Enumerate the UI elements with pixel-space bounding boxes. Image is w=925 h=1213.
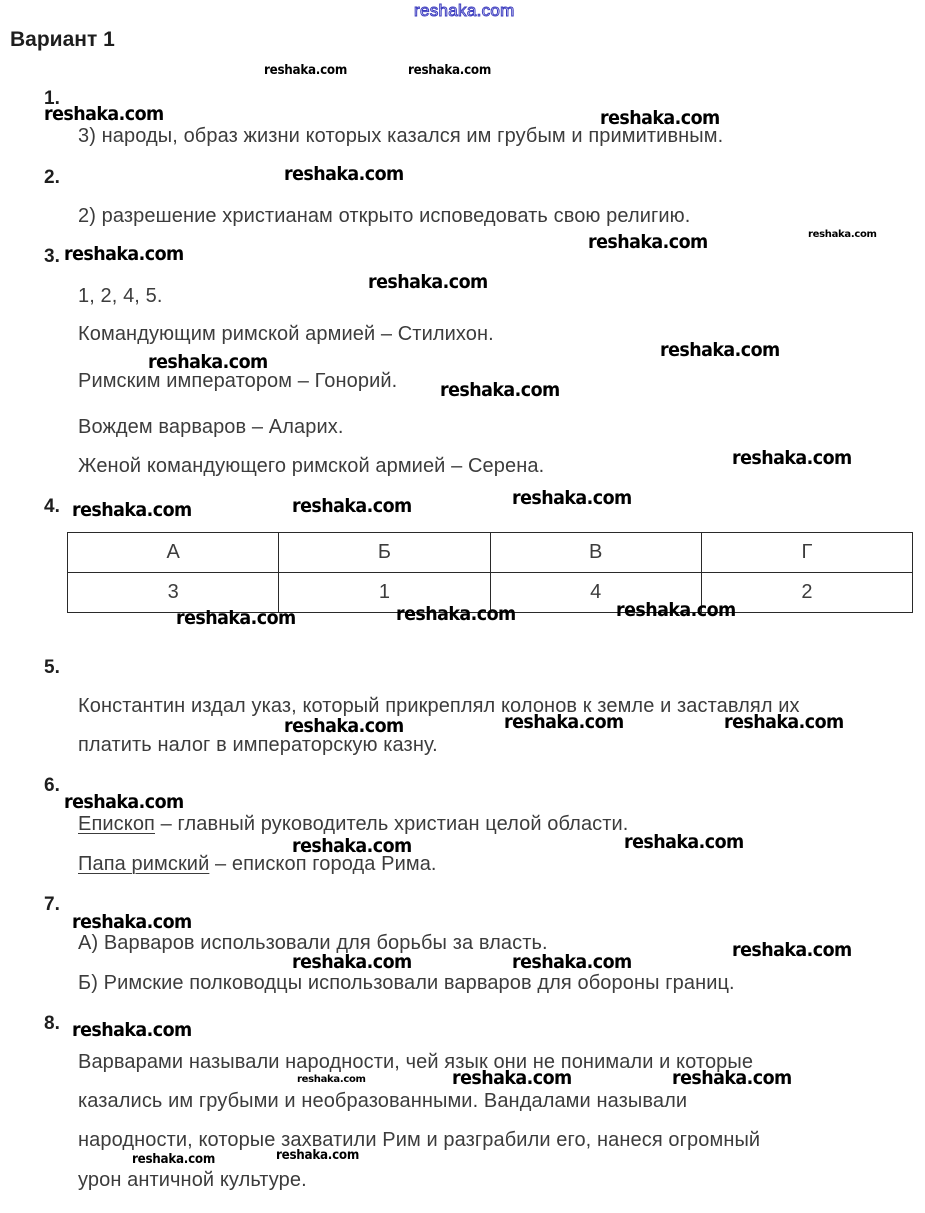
answer-5-line: Константин издал указ, который прикреплял колонов к земле и заставлял их [78,695,800,717]
watermark: reshaka.com [504,711,624,733]
table-cell: 3 [68,573,279,613]
watermark: reshaka.com [408,63,492,78]
watermark: reshaka.com [276,1148,360,1163]
watermark: reshaka.com [292,495,412,517]
watermark: reshaka.com [616,599,736,621]
answer-3-line: Командующим римской армией – Стилихон. [78,323,494,345]
table-cell: А [68,533,279,573]
question-number-7: 7. [44,894,60,915]
table-cell: 1 [279,573,490,613]
answer-3-line: Женой командующего римской армией – Серена. [78,455,545,477]
answer-7-line: А) Варваров использовали для борьбы за власть. [78,932,548,954]
answer-6-item [78,813,628,836]
page-title: Вариант 1 [10,28,115,51]
watermark: reshaka.com [72,911,192,933]
answer-3-line: 1, 2, 4, 5. [78,285,163,307]
answer-7-line: Б) Римские полководцы использовали варваров для обороны границ. [78,972,735,994]
watermark: reshaka.com [600,107,720,129]
watermark: reshaka.com [64,243,184,265]
watermark: reshaka.com [672,1067,792,1089]
question-number-1: 1. [44,88,60,109]
watermark: reshaka.com [452,1067,572,1089]
question-number-3: 3. [44,246,60,267]
watermark: reshaka.com [440,379,560,401]
watermark: reshaka.com [284,715,404,737]
definition: – епископ города Рима. [209,853,437,875]
answer-5-line: платить налог в императорскую казну. [78,734,438,756]
watermark: reshaka.com [512,487,632,509]
watermark: reshaka.com [176,607,296,629]
answer-3-line: Римским императором – Гонорий. [78,370,398,392]
table-cell: 2 [701,573,912,613]
table-cell: Б [279,533,490,573]
definition: – главный руководитель христиан целой области. [154,813,629,835]
answer-8-line: казались им грубыми и необразованными. Вандалами называли [78,1090,688,1112]
question-number-4: 4. [44,496,60,517]
watermark: reshaka.com [732,939,852,961]
table-cell: В [490,533,701,573]
watermark: reshaka.com [292,951,412,973]
answer-8-line: урон античной культуре. [78,1169,307,1191]
watermark: reshaka.com [72,499,192,521]
answer-1: 3) народы, образ жизни которых казался им грубым и примитивным. [78,125,724,147]
watermark: reshaka.com [64,791,184,813]
watermark: reshaka.com [624,831,744,853]
watermark: reshaka.com [588,231,708,253]
site-watermark-top: reshaka.com [414,1,515,20]
watermark: reshaka.com [132,1152,216,1167]
watermark: reshaka.com [292,835,412,857]
table-cell: Г [701,533,912,573]
answer-3-line: Вождем варваров – Аларих. [78,416,344,438]
watermark: reshaka.com [660,339,780,361]
question-number-5: 5. [44,657,60,678]
watermark: reshaka.com [808,229,877,240]
watermark: reshaka.com [297,1074,366,1085]
answer-8-line: Варварами называли народности, чей язык они не понимали и которые [78,1051,754,1073]
watermark: reshaka.com [724,711,844,733]
answer-2: 2) разрешение христианам открыто исповедовать свою религию. [78,205,691,227]
watermark: reshaka.com [512,951,632,973]
answer-8-line: народности, которые захватили Рим и разграбили его, нанеся огромный [78,1129,761,1151]
question-number-8: 8. [44,1013,60,1034]
question-number-2: 2. [44,167,60,188]
watermark: reshaka.com [44,103,164,125]
question-number-6: 6. [44,775,60,796]
table-cell: 4 [490,573,701,613]
watermark: reshaka.com [368,271,488,293]
term-pope: Папа римский [78,853,210,875]
answer-4-table [67,532,913,613]
watermark: reshaka.com [284,163,404,185]
term-bishop: Епископ [78,813,155,835]
watermark: reshaka.com [148,351,268,373]
watermark: reshaka.com [72,1019,192,1041]
watermark: reshaka.com [396,603,516,625]
watermark: reshaka.com [264,63,348,78]
watermark: reshaka.com [732,447,852,469]
table-header-row [68,533,913,573]
